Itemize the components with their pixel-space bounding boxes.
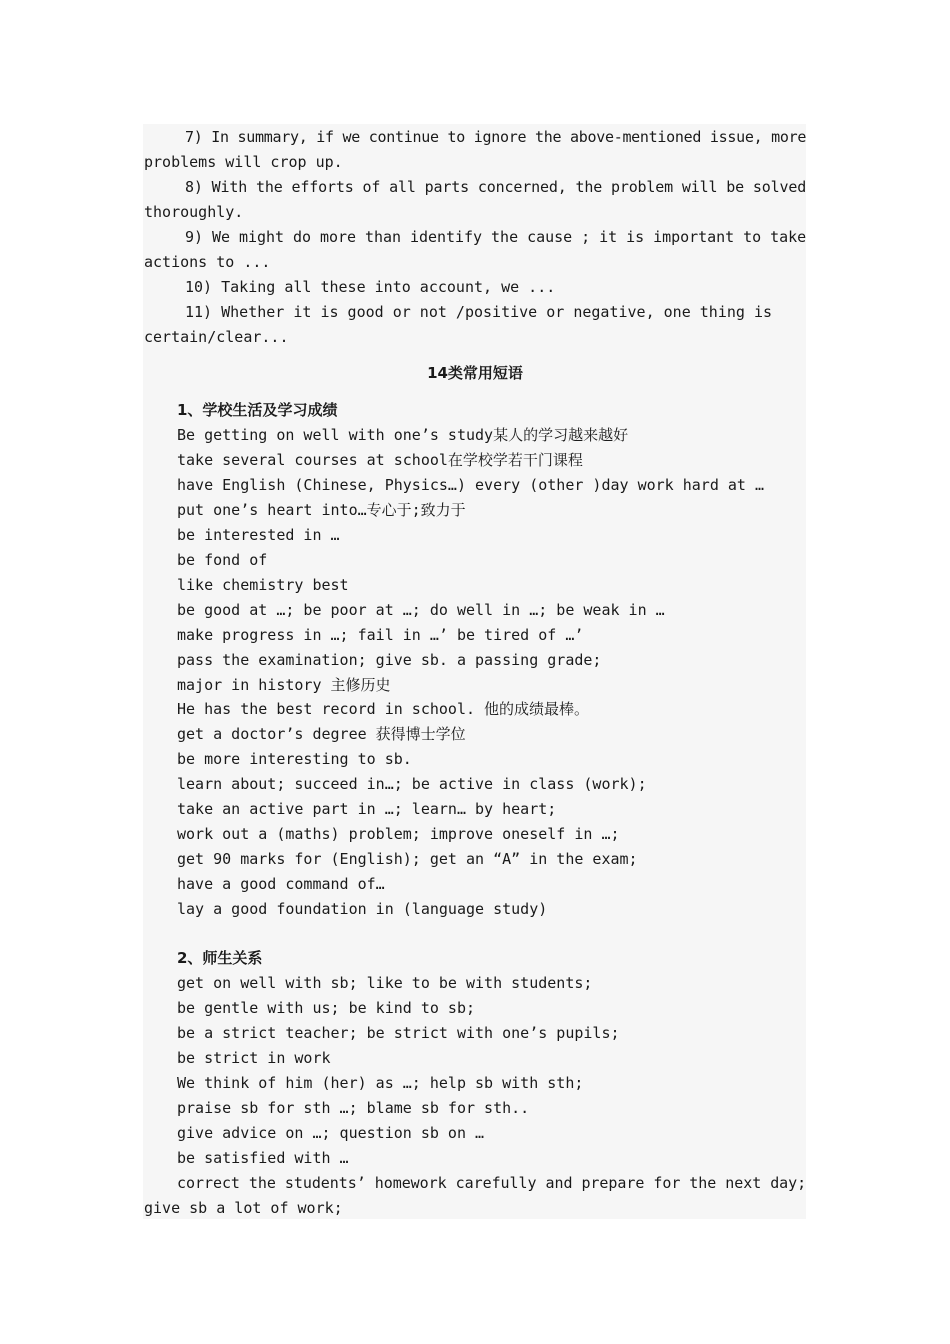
section1-line: take several courses at school在学校学若干门课程 [177, 451, 583, 469]
section1-line: take an active part in …; learn… by heart; [177, 800, 557, 818]
section1-line: get 90 marks for (English); get an “A” in the exam; [177, 850, 638, 868]
section1-line: be more interesting to sb. [177, 750, 412, 768]
section2-line: give advice on …; question sb on … [177, 1124, 485, 1142]
section1-line: like chemistry best [177, 576, 349, 594]
section1-line: have English (Chinese, Physics…) every (other )day work hard at … [177, 476, 764, 494]
section1-line: work out a (maths) problem; improve oneself in …; [177, 825, 620, 843]
intro-line-10: 10) Taking all these into account, we ... [185, 278, 556, 296]
section2-line: be gentle with us; be kind to sb; [177, 999, 476, 1017]
section1-line: pass the examination; give sb. a passing grade; [177, 651, 602, 669]
section1-line: Be getting on well with one’s study某人的学习越来越好 [177, 426, 629, 444]
intro-line-7: 7) In summary, if we continue to ignore the above-mentioned issue, more [185, 128, 807, 146]
section1-line: learn about; succeed in…; be active in class (work); [177, 775, 647, 793]
section1-line: major in history 主修历史 [177, 676, 391, 694]
section2-line: get on well with sb; like to be with students; [177, 974, 593, 992]
section1-line: be fond of [177, 551, 268, 569]
section1-line: make progress in …; fail in …’ be tired of …’ [177, 626, 584, 644]
section1-line: be interested in … [177, 526, 340, 544]
intro-line-7-cont: problems will crop up. [144, 153, 343, 171]
intro-line-8-cont: thoroughly. [144, 203, 244, 221]
section2-line: correct the students’ homework carefully and prepare for the next day; [177, 1174, 807, 1192]
section1-line: lay a good foundation in (language study) [177, 900, 548, 918]
section-title: 14类常用短语 [427, 364, 523, 382]
section1-line: have a good command of… [177, 875, 385, 893]
section1-line: get a doctor’s degree 获得博士学位 [177, 725, 466, 743]
intro-line-9: 9) We might do more than identify the cause ; it is important to take [185, 228, 807, 246]
section1-heading: 1、学校生活及学习成绩 [177, 401, 338, 419]
intro-line-11: 11) Whether it is good or not /positive or negative, one thing is [185, 303, 772, 321]
intro-line-11-cont: certain/clear... [144, 328, 289, 346]
section2-line: be a strict teacher; be strict with one’s pupils; [177, 1024, 620, 1042]
section1-line: He has the best record in school. 他的成绩最棒。 [177, 700, 590, 718]
section2-heading: 2、师生关系 [177, 949, 263, 967]
intro-line-8: 8) With the efforts of all parts concerned, the problem will be solved [185, 178, 807, 196]
section2-line: give sb a lot of work; [144, 1199, 343, 1217]
intro-line-9-cont: actions to ... [144, 253, 271, 271]
section1-line: put one’s heart into…专心于;致力于 [177, 501, 466, 519]
section2-line: be strict in work [177, 1049, 331, 1067]
section2-line: be satisfied with … [177, 1149, 349, 1167]
section1-line: be good at …; be poor at …; do well in …; be weak in … [177, 601, 665, 619]
section2-line: We think of him (her) as …; help sb with sth; [177, 1074, 584, 1092]
section2-line: praise sb for sth …; blame sb for sth.. [177, 1099, 530, 1117]
